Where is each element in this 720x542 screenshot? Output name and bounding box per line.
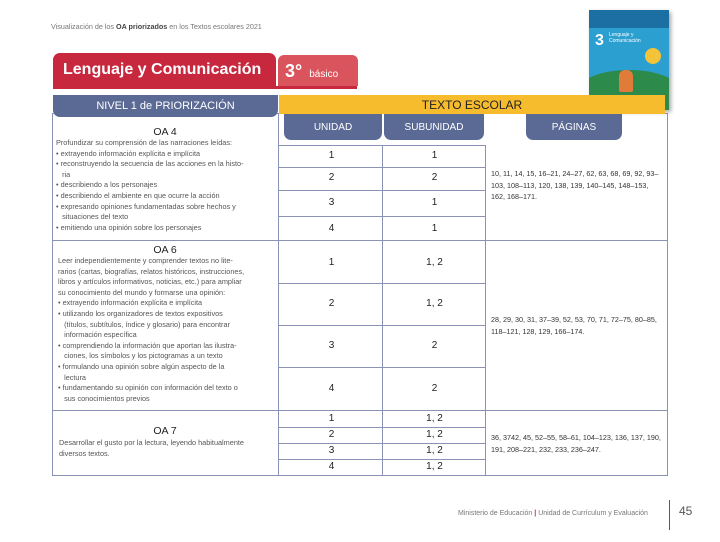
subject-banner xyxy=(53,53,276,86)
oa6-unidad: 3 xyxy=(328,340,335,351)
col-header-subunidad: SUBUNIDAD xyxy=(384,114,484,140)
oa4-bullet: • describiendo a los personajes xyxy=(56,180,158,190)
caption-prefix: Visualización de los xyxy=(51,22,116,31)
oa7-unidad: 3 xyxy=(328,445,335,456)
oa7-unidad: 2 xyxy=(328,429,335,440)
cover-figure xyxy=(619,70,633,92)
oa6-line: rarios (cartas, biografías, relatos históricos, instrucciones, xyxy=(58,266,245,276)
grid-line xyxy=(278,190,485,191)
banner-underline xyxy=(53,86,357,89)
grid-line xyxy=(278,427,485,428)
grid-line xyxy=(278,167,485,168)
oa4-unidad: 4 xyxy=(328,223,335,234)
oa6-line: • comprendiendo la información que aportan las ilustra- xyxy=(58,340,237,350)
oa6-line: su conocimiento del mundo y formarse una opinión: xyxy=(58,287,226,297)
oa6-line: • fundamentando su opinión con información del texto o xyxy=(58,383,238,393)
oa6-line: Leer independientemente y comprender textos no lite- xyxy=(58,256,233,265)
oa4-bullet: • reconstruyendo la secuencia de las acciones en la histo- xyxy=(56,159,244,169)
oa4-subunidad: 1 xyxy=(431,197,438,208)
oa4-bullet: • emitiendo una opinión sobre los personajes xyxy=(56,222,202,232)
oa7-pages: 36, 3742, 45, 52–55, 58–61, 104–123, 136, 137, 190, 191, 208–221, 232, 233, 236–247. xyxy=(491,433,661,454)
oa6-subunidad: 2 xyxy=(431,383,438,394)
oa6-pages: 28, 29, 30, 31, 37–39, 52, 53, 70, 71, 72–75, 80–85, 118–121, 128, 129, 166–174. xyxy=(491,315,657,336)
col-header-paginas: PÁGINAS xyxy=(526,114,622,140)
oa7-unidad: 1 xyxy=(328,413,335,424)
grid-line xyxy=(278,367,485,368)
oa7-subunidad: 1, 2 xyxy=(426,429,443,440)
oa4-subunidad: 2 xyxy=(431,172,438,183)
oa6-line: (títulos, subtítulos, índice y glosario) para encontrar xyxy=(58,319,230,329)
top-caption xyxy=(51,22,262,31)
oa4-bullet: ria xyxy=(56,169,71,179)
oa4-title: OA 4 xyxy=(153,126,177,138)
grid-line xyxy=(278,459,485,460)
oa6-line: sus conocimientos previos xyxy=(58,393,150,403)
oa6-subunidad: 1, 2 xyxy=(426,298,443,309)
oa7-line: Desarrollar el gusto por la lectura, leyendo habitualmente xyxy=(59,438,244,447)
subject-title: Lenguaje y Comunicación xyxy=(63,60,262,78)
oa6-subunidad: 2 xyxy=(431,340,438,351)
oa4-bullet: • expresando opiniones fundamentadas sobre hechos y xyxy=(56,201,236,211)
oa6-line: • formulando una opinión sobre algún aspecto de la xyxy=(58,361,225,371)
footer-ministry: Ministerio de Educación xyxy=(458,510,533,517)
oa6-title: OA 6 xyxy=(153,244,177,256)
grade-word: básico xyxy=(309,69,339,80)
oa4-intro: Profundizar su comprensión de las narraciones leídas: xyxy=(56,138,233,147)
col-header-unidad: UNIDAD xyxy=(284,114,382,140)
cover-grade: 3 xyxy=(595,32,604,49)
footer-unit: Unidad de Currículum y Evaluación xyxy=(538,510,648,517)
oa6-line: lectura xyxy=(58,372,86,382)
grid-line xyxy=(278,443,485,444)
oa6-line: información específica xyxy=(58,330,137,340)
cover-band xyxy=(589,10,669,28)
texto-escolar-header: TEXTO ESCOLAR xyxy=(279,95,665,114)
grid-line xyxy=(278,216,485,217)
cover-title: Lenguaje y Comunicación xyxy=(609,32,641,44)
oa6-unidad: 2 xyxy=(328,298,335,309)
footer-separator: | xyxy=(534,510,537,517)
page-number: 45 xyxy=(679,504,693,518)
oa4-pages: 10, 11, 14, 15, 16–21, 24–27, 62, 63, 68, 69, 92, 93–103, 108–113, 120, 138, 139, 140–145, 148–153, 162, 168–171. xyxy=(491,169,659,201)
oa7-subunidad: 1, 2 xyxy=(426,445,443,456)
grid-line xyxy=(278,325,485,326)
oa6-line: libros y artículos informativos, noticias, etc.) para ampliar xyxy=(58,277,242,287)
oa4-unidad: 1 xyxy=(328,150,335,161)
nivel-header: NIVEL 1 de PRIORIZACIÓN xyxy=(53,95,278,117)
oa4-subunidad: 1 xyxy=(431,150,438,161)
oa6-line: • utilizando los organizadores de textos expositivos xyxy=(58,308,223,318)
oa4-bullet: • extrayendo información explícita e implícita xyxy=(56,148,201,158)
oa6-subunidad: 1, 2 xyxy=(426,257,443,268)
caption-bold: OA priorizados xyxy=(116,22,168,31)
oa7-title: OA 7 xyxy=(153,425,177,437)
oa7-line: diversos textos. xyxy=(59,448,110,458)
footer-credits xyxy=(458,510,648,517)
grade-banner xyxy=(278,55,358,86)
oa6-line: • extrayendo información explícita e implícita xyxy=(58,298,203,308)
oa4-subunidad: 1 xyxy=(431,223,438,234)
oa6-unidad: 4 xyxy=(328,383,335,394)
oa7-subunidad: 1, 2 xyxy=(426,461,443,472)
grid-line xyxy=(52,240,668,241)
grid-line xyxy=(485,145,486,476)
oa7-subunidad: 1, 2 xyxy=(426,413,443,424)
oa4-unidad: 2 xyxy=(328,172,335,183)
oa4-unidad: 3 xyxy=(328,197,335,208)
oa6-description xyxy=(58,256,278,404)
grid-line xyxy=(278,145,485,146)
grid-line xyxy=(278,283,485,284)
oa6-unidad: 1 xyxy=(328,257,335,268)
oa4-bullet: situaciones del texto xyxy=(56,212,129,222)
oa4-bullet: • describiendo el ambiente en que ocurre la acción xyxy=(56,190,220,200)
grade-number: 3° xyxy=(285,61,303,81)
oa7-description xyxy=(59,438,279,459)
oa6-line: ciones, los símbolos y los pictogramas a un texto xyxy=(58,351,223,361)
cover-sun xyxy=(645,48,661,64)
oa7-unidad: 4 xyxy=(328,461,335,472)
grid-line xyxy=(52,410,668,411)
footer-divider xyxy=(669,500,670,530)
caption-suffix: en los Textos escolares 2021 xyxy=(167,22,262,31)
oa4-description xyxy=(56,138,276,233)
